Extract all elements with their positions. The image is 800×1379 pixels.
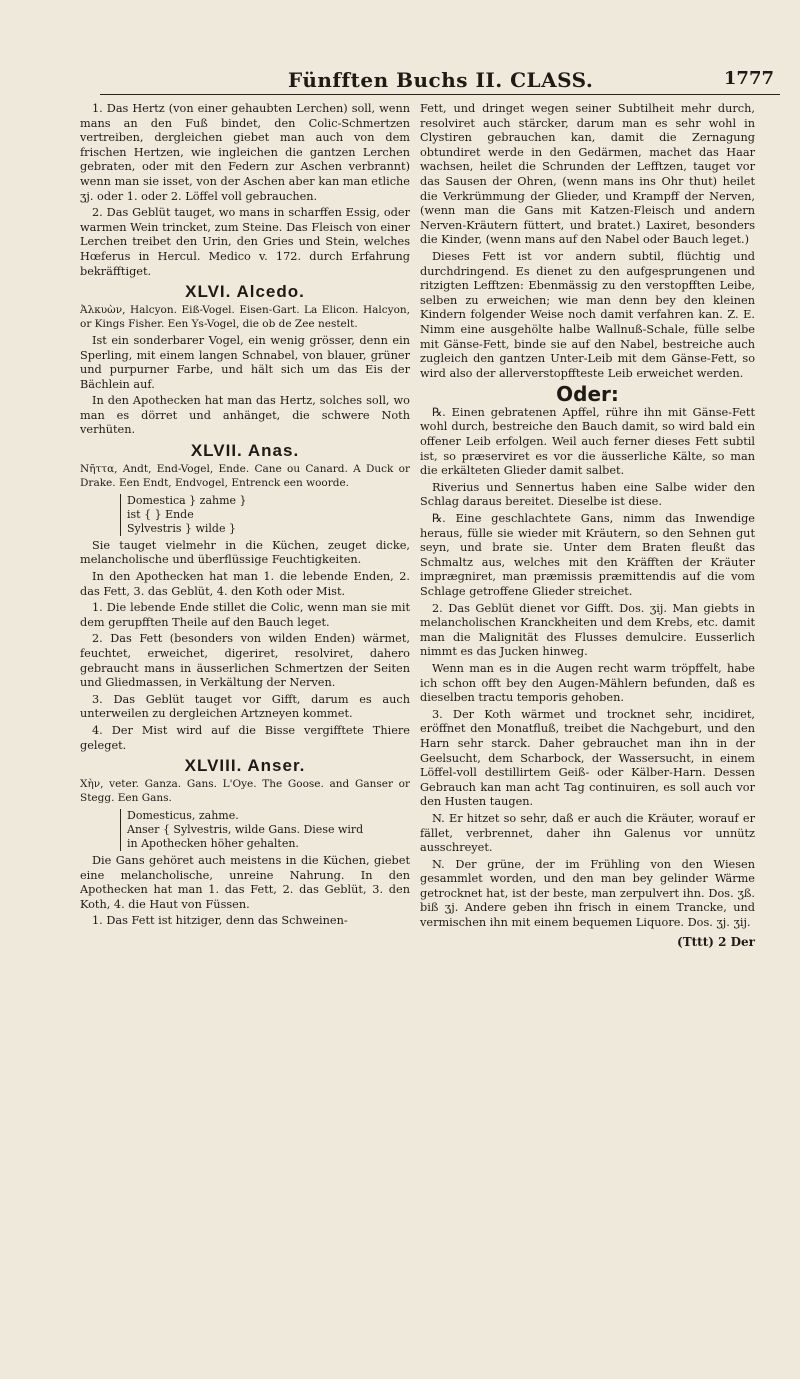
- species-brace: [120, 494, 410, 536]
- section-heading-alcedo: XLVI. Alcedo.: [185, 282, 305, 302]
- running-header: [100, 68, 780, 95]
- species-brace: [120, 809, 410, 851]
- paragraph: 3. Der Koth wärmet und trocknet sehr, incidiret, eröffnet den Monatfluß, treibet die Nachgeburt, und den Harn sehr starck. Daher gebrauchet man ihn in der Geelsucht, dem Scharbock, der Wassersucht, in einem Löffel-voll destillirtem Geiß- oder Kälber-Harn. Dessen Gebrauch kan man acht Tag continuiren, es soll auch vor den Husten taugen.: [420, 707, 755, 809]
- paragraph: 3. Das Geblüt tauget vor Gifft, darum es auch unterweilen zu dergleichen Artzneyen kommet.: [80, 692, 410, 721]
- recipe-paragraph: ℞. Eine geschlachtete Gans, nimm das Inwendige heraus, fülle sie wieder mit Kräutern, so den Sehnen gut seyn, und brate sie. Unter dem Braten fleußt das Schmaltz aus, welches mit den Kräfften der Kräuter imprægniret, man præmissis præmittendis auf die vom Schlage getroffene Glieder streichet.: [420, 512, 755, 598]
- brace-line: in Apothecken höher gehalten.: [127, 836, 299, 850]
- brace-line: Sylvestris } wilde }: [127, 521, 236, 535]
- note-paragraph: N. Der grüne, der im Frühling von den Wiesen gesammlet worden, und den man bey gelinder Wärme getrocknet hat, ist der beste, man zerpulvert ihn. Dos. ʒß. biß ʒj. Andere geben ihn frisch in einem Trancke, und vermischen ihn mit einem bequemen Liquore. Dos. ʒj. ʒij.: [420, 857, 755, 930]
- paragraph: Die Gans gehöret auch meistens in die Küchen, giebet eine melancholische, unreine Nahrung. In den Apothecken hat man 1. das Fett, 2. das Geblüt, 3. den Koth, 4. die Haut von Füssen.: [80, 853, 410, 911]
- section-heading-anser: XLVIII. Anser.: [184, 756, 306, 776]
- paragraph: 4. Der Mist wird auf die Bisse vergifftete Thiere geleget.: [80, 723, 410, 752]
- oder-heading: Oder:: [556, 382, 619, 407]
- paragraph: Dieses Fett ist vor andern subtil, flüchtig und durchdringend. Es dienet zu den aufgesprungenen und ritzigten Lefftzen: Ebenmässig zu den verstopfften Leibe, selben zu erweichen; wie man denn bey den kleinen Kindern folgender Weise noch damit verfahren kan. Z. E. Nimm eine ausgehölte halbe Wallnuß-Schale, fülle selbe mit Gänse-Fett, binde sie auf den Nabel, bestreiche auch zugleich den gantzen Unter-Leib mit dem Gänse-Fett, so wird also der allerverstopffteste Leib erweichet werden.: [420, 249, 755, 380]
- note-paragraph: N. Er hitzet so sehr, daß er auch die Kräuter, worauf er fället, verbrennet, daher ihn Galenus vor unnütz ausschreyet.: [420, 811, 755, 855]
- paragraph: Wenn man es in die Augen recht warm tröpffelt, habe ich schon offt bey den Augen-Mählern befunden, daß es dieselben tractu temporis gehoben.: [420, 661, 755, 705]
- brace-line: Anser { Sylvestris, wilde Gans. Diese wird: [127, 822, 364, 836]
- paragraph: 1. Das Hertz (von einer gehaubten Lerchen) soll, wenn mans an den Fuß bindet, den Colic-Schmertzen vertreiben, dergleichen giebet man auch von dem frischen Hertzen, wie ingleichen die gantzen Lerchen gebraten, oder mit den Federn zur Aschen verbrannt) wenn man sie isset, von der Aschen aber kan man etliche ʒj. oder 1. oder 2. Löffel voll gebrauchen.: [80, 102, 410, 203]
- left-column: [80, 102, 410, 931]
- synonyms: Ἀλκυὼν, Halcyon. Eiß-Vogel. Eisen-Gart. La Elicon. Halcyon, or Kings Fisher. Een Ys-Vogel, die ob de Zee nestelt.: [80, 303, 410, 331]
- section-heading-anas: XLVII. Anas.: [190, 441, 300, 461]
- paragraph: 2. Das Fett (besonders von wilden Enden) wärmet, feuchtet, erweichet, digeriret, resolviret, dahero gebraucht mans in äusserlichen Schmertzen der Seiten und Gliedmassen, in Verkältung der Nerven.: [80, 632, 410, 690]
- right-column: [420, 102, 755, 949]
- recipe-paragraph: ℞. Einen gebratenen Apffel, rühre ihn mit Gänse-Fett wohl durch, bestreiche den Bauch damit, so wird bald ein offener Leib erfolgen. Weil auch ferner dieses Fett subtil ist, so præserviret es vor die äusserliche Kälte, so man die erkälteten Glieder damit salbet.: [420, 405, 755, 478]
- brace-line: ist { } Ende: [127, 507, 194, 521]
- running-title: Fünfften Buchs II. CLASS.: [288, 68, 594, 92]
- paragraph: In den Apothecken hat man 1. die lebende Enden, 2. das Fett, 3. das Geblüt, 4. den Koth oder Mist.: [80, 570, 410, 598]
- brace-line: Domesticus, zahme.: [127, 808, 239, 822]
- paragraph: Fett, und dringet wegen seiner Subtilheit mehr durch, resolviret auch stärcker, darum man es sehr wohl in Clystiren gebrauchen kan, damit die Zernagung obtundiret werde in den Gedärmen, machet das Haar wachsen, heilet die Schrunden der Lefftzen, tauget vor das Sausen der Ohren, (wenn mans ins Ohr thut) heilet die Verkrümmung der Glieder, und Krampff der Nerven, (wenn man die Gans mit Katzen-Fleisch und andern Nerven-Kräutern füttert, und bratet.) Laxiret, besonders die Kinder, (wenn mans auf den Nabel oder Bauch leget.): [420, 102, 755, 247]
- paragraph: 1. Die lebende Ende stillet die Colic, wenn man sie mit dem gerupfften Theile auf den Bauch leget.: [80, 601, 410, 629]
- signature-catchword: (Tttt) 2 Der: [677, 934, 755, 949]
- paragraph: In den Apothecken hat man das Hertz, solches soll, wo man es dörret und anhänget, die schwere Noth verhüten.: [80, 394, 410, 437]
- synonyms: Νῆττα, Andt, End-Vogel, Ende. Cane ou Canard. A Duck or Drake. Een Endt, Endvogel, Entrenck een woorde.: [80, 462, 410, 490]
- synonyms: Χὴν, veter. Ganza. Gans. L'Oye. The Goose. and Ganser or Stegg. Een Gans.: [80, 777, 410, 805]
- paragraph: 1. Das Fett ist hitziger, denn das Schweinen-: [92, 914, 348, 928]
- paragraph: Ist ein sonderbarer Vogel, ein wenig grösser, denn ein Sperling, mit einem langen Schnabel, von blauer, grüner und purpurner Farbe, und hält sich um das Eis der Bächlein auf.: [80, 333, 410, 391]
- paragraph: Sie tauget vielmehr in die Küchen, zeuget dicke, melancholische und überflüssige Feuchtigkeiten.: [80, 538, 410, 567]
- paragraph: 2. Das Geblüt tauget, wo mans in scharffen Essig, oder warmen Wein trincket, zum Steine. Das Fleisch von einer Lerchen treibet den Urin, den Gries und Stein, welches Hœferus in Hercul. Medico v. 172. durch Erfahrung bekräfftiget.: [80, 206, 410, 278]
- paragraph: Riverius und Sennertus haben eine Salbe wider den Schlag daraus bereitet. Dieselbe ist diese.: [420, 480, 755, 509]
- paragraph: 2. Das Geblüt dienet vor Gifft. Dos. ʒij. Man giebts in melancholischen Kranckheiten und dem Krebs, etc. damit man die Malignität des Flusses demulcire. Eusserlich nimmt es das Jucken hinweg.: [420, 601, 755, 659]
- brace-line: Domestica } zahme }: [127, 493, 247, 507]
- page-number: 1777: [723, 68, 774, 89]
